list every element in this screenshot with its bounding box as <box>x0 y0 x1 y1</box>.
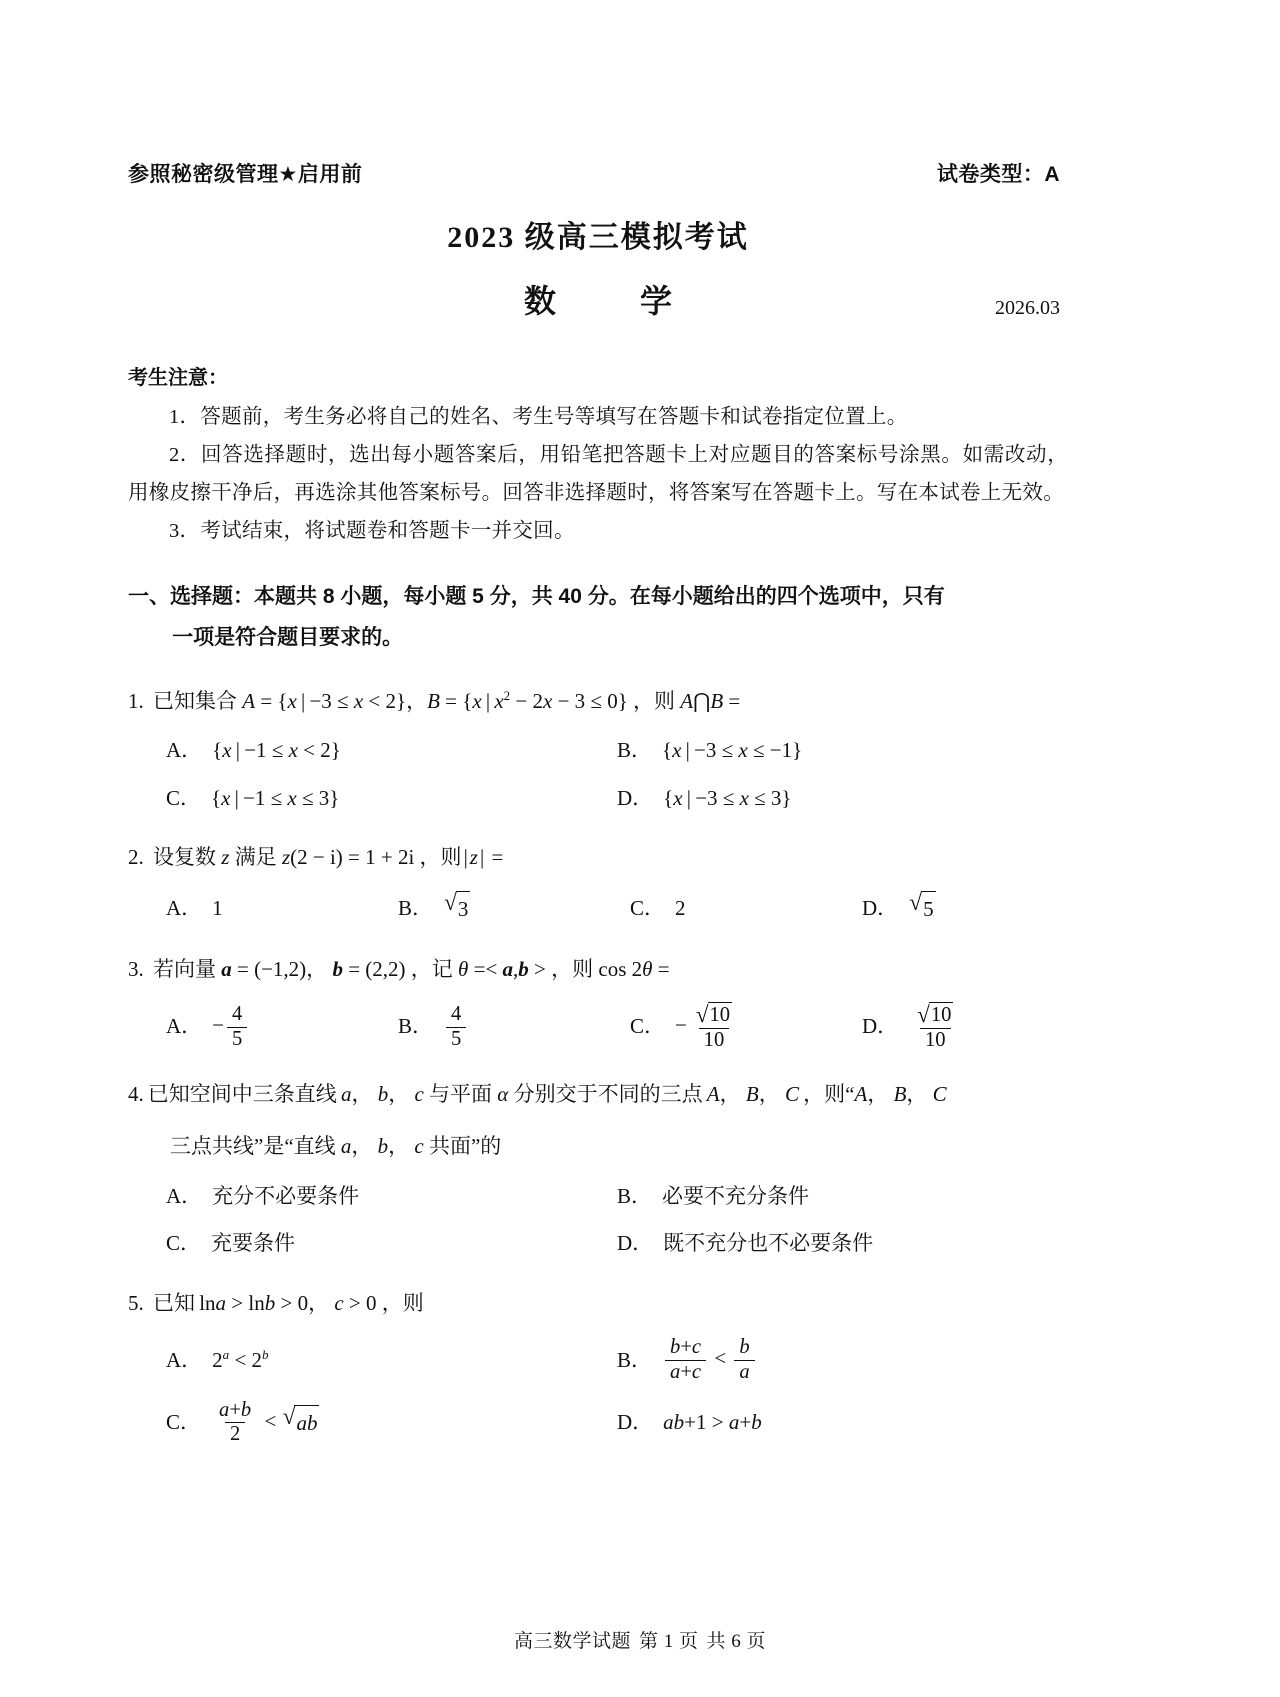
footer-total-label: 共 6 页 <box>706 1631 767 1652</box>
question-2-option-b[interactable] <box>398 891 630 927</box>
question-1-option-d[interactable] <box>617 782 1068 816</box>
notice-title: 考生注意： <box>128 367 228 389</box>
question-5 <box>128 1287 1068 1447</box>
question-2-option-a-label: A． <box>166 895 203 920</box>
question-4-options-row-2 <box>166 1227 1068 1261</box>
question-2-option-d-text: √ 5 <box>909 891 935 927</box>
question-5-options-row-1 <box>166 1336 1068 1384</box>
notice-item-3: 3．考试结束，将试题卷和答题卡一并交回。 <box>169 519 575 542</box>
question-3-option-b-text: $\frac{4}{5}$ <box>443 1003 469 1051</box>
question-5-option-a-text: $2^a < 2^b$ <box>212 1346 269 1372</box>
subject-name: 数 学 <box>523 283 698 319</box>
notice-item-1: 1．答题前，考生务必将自己的姓名、考生号等填写在答题卡和试卷指定位置上。 <box>169 406 908 428</box>
question-4-option-c-text: 充要条件 <box>211 1231 296 1256</box>
page-header <box>128 158 1068 188</box>
question-1-option-b-text: {x | −3 ≤ x ≤ −1} <box>662 738 803 763</box>
question-4-option-a-label: A． <box>166 1183 203 1208</box>
question-5-options-row-2 <box>166 1399 1068 1447</box>
question-2-option-b-label: B． <box>398 895 434 920</box>
question-4-option-d-label: D． <box>617 1231 654 1256</box>
section-heading <box>128 577 1068 659</box>
question-3-option-d-label: D． <box>862 1014 899 1039</box>
question-4-option-b-label: B． <box>617 1183 653 1208</box>
question-4-option-d-text: 既不充分也不必要条件 <box>663 1231 874 1256</box>
question-2-option-d[interactable] <box>862 891 937 927</box>
question-3-number: 3. <box>128 956 144 981</box>
question-4-option-c[interactable] <box>166 1227 617 1261</box>
question-1-option-a-label: A． <box>166 738 203 763</box>
page-content <box>128 0 1068 1447</box>
question-3-option-b[interactable] <box>398 1002 630 1052</box>
question-2-option-a[interactable] <box>166 891 398 927</box>
question-3-option-b-label: B． <box>398 1014 434 1039</box>
question-3-option-a[interactable] <box>166 1002 398 1052</box>
question-5-option-a[interactable] <box>166 1336 617 1384</box>
question-5-option-c[interactable] <box>166 1399 617 1447</box>
question-3-option-a-label: A． <box>166 1014 203 1039</box>
question-5-option-d-text: ab+1 > a+b <box>663 1410 762 1435</box>
question-1-options-row-2 <box>166 782 1068 816</box>
question-1-option-a-text: {x | −1 ≤ x < 2} <box>212 738 341 763</box>
section-line-1: 本题共 8 小题，每小题 5 分，共 40 分。在每小题给出的四个选项中，只有 <box>254 584 945 608</box>
question-4-options <box>128 1180 1068 1261</box>
question-5-option-b-text: $\frac{b+c}{a+c}$ < $\frac{b}{a}$ <box>662 1336 758 1384</box>
question-1-option-a[interactable] <box>166 734 617 768</box>
question-2-option-c-text: 2 <box>675 895 686 920</box>
question-1 <box>128 685 1068 816</box>
question-2-option-d-label: D． <box>862 895 899 920</box>
security-notice: 参照秘密级管理★启用前 <box>128 163 363 186</box>
question-2-option-a-text: 1 <box>212 895 223 920</box>
notice-item-2: 2．回答选择题时，选出每小题答案后，用铅笔把答题卡上对应题目的答案标号涂黑。如需改动，用橡皮擦干净后，再选涂其他答案标号。回答非选择题时，将答案写在答题卡上。写在本试卷上无效。 <box>128 443 1068 504</box>
question-4-option-d[interactable] <box>617 1227 1068 1261</box>
question-3-options <box>128 1002 1068 1052</box>
exam-date: 2026.03 <box>995 297 1060 319</box>
question-4-option-b[interactable] <box>617 1180 1068 1214</box>
question-1-stem: 1. 已知集合 A = {x | −3 ≤ x < 2}，B = {x | $x^2 - 2x - 3 \le 0$} ，则 A⋂B = <box>128 687 741 713</box>
question-1-option-b-label: B． <box>617 738 653 763</box>
question-1-option-d-text: {x | −3 ≤ x ≤ 3} <box>663 785 792 810</box>
question-5-stem: 5. 已知 lna > lnb > 0， c > 0 ，则 <box>128 1290 424 1315</box>
question-3-option-c[interactable] <box>630 1002 862 1052</box>
question-2-stem: 2. 设复数 z 满足 z(2 − i) = 1 + 2i ，则|z| = <box>128 845 504 870</box>
footer-subject-label: 高三数学试题 <box>513 1631 631 1652</box>
question-5-option-b-label: B． <box>617 1347 653 1372</box>
question-2 <box>128 841 1068 926</box>
question-1-option-c-label: C． <box>166 785 202 810</box>
question-5-option-c-text: $\frac{a+b}{2}$ < √ ab <box>219 1398 318 1446</box>
question-4-option-c-label: C． <box>166 1231 202 1256</box>
question-4-options-row-1 <box>166 1180 1068 1214</box>
question-4-number: 4. <box>128 1082 144 1107</box>
question-4-stem-line-2: 三点共线”是“直线 a， b， c 共面”的 <box>170 1134 502 1159</box>
question-2-option-c[interactable] <box>630 891 862 927</box>
question-5-option-a-label: A． <box>166 1347 203 1372</box>
question-4-option-a[interactable] <box>166 1180 617 1214</box>
question-3-option-c-text: − √ 10 10 <box>675 1001 731 1051</box>
question-2-options-row-1 <box>166 891 1068 927</box>
question-1-options <box>128 734 1068 815</box>
candidate-notice <box>128 360 1068 551</box>
question-5-options <box>128 1336 1068 1447</box>
question-5-option-d-label: D． <box>617 1410 654 1435</box>
footer-page-label: 第 1 页 <box>638 1631 699 1652</box>
question-4-option-a-text: 充分不必要条件 <box>212 1183 360 1208</box>
question-5-number: 5. <box>128 1290 144 1315</box>
question-5-option-d[interactable] <box>617 1399 1068 1447</box>
question-1-options-row-1 <box>166 734 1068 768</box>
question-1-option-c[interactable] <box>166 782 617 816</box>
question-1-option-d-label: D． <box>617 785 654 810</box>
question-1-option-c-text: {x | −1 ≤ x ≤ 3} <box>211 785 340 810</box>
question-4 <box>128 1078 1068 1260</box>
question-4-option-b-text: 必要不充分条件 <box>662 1183 810 1208</box>
question-1-number: 1. <box>128 688 144 713</box>
question-1-option-b[interactable] <box>617 734 1068 768</box>
question-2-option-b-text: √ 3 <box>444 891 470 927</box>
section-line-2: 一项是符合题目要求的。 <box>172 625 404 649</box>
question-2-option-c-label: C． <box>630 895 666 920</box>
question-3-options-row-1 <box>166 1002 1068 1052</box>
question-3-option-a-text: − $\frac{4}{5}$ <box>212 1003 250 1051</box>
question-2-options <box>128 891 1068 927</box>
question-5-option-b[interactable] <box>617 1336 1068 1384</box>
subject-row <box>128 276 1068 322</box>
exam-title: 2023 级高三模拟考试 <box>447 221 749 254</box>
question-3-option-c-label: C． <box>630 1014 666 1039</box>
question-3-stem: 3. 若向量 a = (−1,2)， b = (2,2) ，记 θ =< a,b > ，则 cos 2θ = <box>128 956 670 981</box>
section-label: 一、选择题： <box>128 584 254 608</box>
question-3-option-d-text: √ 10 10 <box>917 1001 952 1051</box>
question-3 <box>128 953 1068 1053</box>
question-3-option-d[interactable] <box>862 1002 962 1052</box>
question-5-option-c-label: C． <box>166 1410 202 1435</box>
question-2-number: 2. <box>128 845 144 870</box>
question-4-stem: 4. 已知空间中三条直线 a， b， c 与平面 α 分别交于不同的三点 A， B， C ，则“A， B， C <box>128 1082 947 1107</box>
paper-type: 试卷类型：A <box>936 163 1060 186</box>
page-footer <box>0 1626 1280 1653</box>
